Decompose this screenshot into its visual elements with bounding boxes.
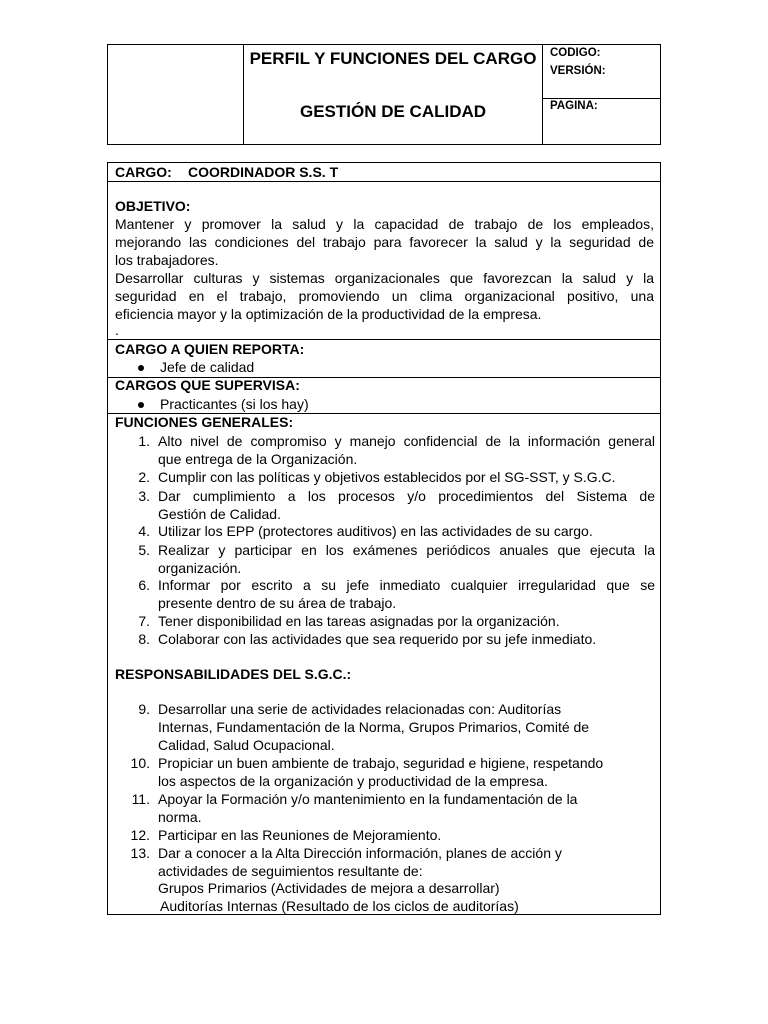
supervisa-item: Practicantes (si los hay) <box>160 396 309 412</box>
funcion-line: presente dentro de su área de trabajo. <box>158 595 397 611</box>
funcion-line: que entrega de la Organización. <box>158 451 358 467</box>
responsabilidad-line: Desarrollar una serie de actividades relacionadas con: Auditorías <box>158 701 562 717</box>
responsabilidad-line: Participar en las Reuniones de Mejoramiento. <box>158 827 442 843</box>
reporta-item: Jefe de calidad <box>160 359 255 375</box>
responsabilidad-line: los aspectos de la organización y productividad de la empresa. <box>158 773 548 789</box>
objetivo-line: Desarrollar culturas y sistemas organizacionales que favorezcan la salud y la <box>115 270 654 286</box>
funcion-line: Informar por escrito a su jefe inmediato cualquier irregularidad que se <box>158 577 655 593</box>
document-subtitle: GESTIÓN DE CALIDAD <box>299 102 487 121</box>
document-header <box>107 44 661 145</box>
funcion-number: 7. <box>138 613 150 629</box>
funcion-line: Gestión de Calidad. <box>158 506 281 522</box>
funcion-number: 3. <box>138 488 150 504</box>
funcion-line: Cumplir con las políticas y objetivos establecidos por el SG-SST, y S.G.C. <box>158 469 616 485</box>
header-meta-row-divider <box>542 98 660 99</box>
funcion-number: 6. <box>138 577 150 593</box>
row-divider-cargo <box>108 181 660 182</box>
objetivo-line: los trabajadores. <box>115 252 219 268</box>
header-meta-divider <box>542 45 543 144</box>
funcion-line: Realizar y participar en los exámenes periódicos anuales que ejecuta la <box>158 542 655 558</box>
funcion-number: 1. <box>138 433 150 449</box>
funcion-number: 2. <box>138 469 150 485</box>
codigo-label: CODIGO: <box>550 47 601 59</box>
responsabilidad-number: 13. <box>130 845 150 861</box>
objetivo-heading: OBJETIVO: <box>115 198 191 214</box>
objetivo-line: . <box>115 322 119 338</box>
responsabilidad-number: 10. <box>130 755 150 771</box>
funcion-number: 5. <box>138 542 150 558</box>
funciones-heading: FUNCIONES GENERALES: <box>115 414 294 430</box>
objetivo-line: mejorando las condiciones del trabajo para favorecer la salud y la seguridad de <box>115 234 654 250</box>
funcion-line: organización. <box>158 560 242 576</box>
responsabilidades-heading: RESPONSABILIDADES DEL S.G.C.: <box>115 666 352 682</box>
responsabilidad-line: norma. <box>158 809 202 825</box>
responsabilidad-line: Internas, Fundamentación de la Norma, Grupos Primarios, Comité de <box>158 719 590 735</box>
job-profile-table <box>107 162 661 915</box>
responsabilidad-number: 12. <box>130 827 150 843</box>
responsabilidad-line: actividades de seguimientos resultante de: <box>158 863 423 879</box>
responsabilidad-line: Dar a conocer a la Alta Dirección información, planes de acción y <box>158 845 562 861</box>
supervisa-heading: CARGOS QUE SUPERVISA: <box>115 377 300 393</box>
objetivo-line: seguridad en el trabajo, promoviendo un clima organizacional positivo, una <box>115 288 654 304</box>
funcion-line: Utilizar los EPP (protectores auditivos) en las actividades de su cargo. <box>158 523 593 539</box>
funcion-line: Colaborar con las actividades que sea requerido por su jefe inmediato. <box>158 631 597 647</box>
responsabilidad-number: 9. <box>138 701 150 717</box>
responsabilidad-line: Auditorías Internas (Resultado de los ciclos de auditorías) <box>160 898 519 914</box>
funcion-line: Tener disponibilidad en las tareas asignadas por la organización. <box>158 613 560 629</box>
responsabilidad-line: Propiciar un buen ambiente de trabajo, seguridad e higiene, respetando <box>158 755 604 771</box>
bullet-icon <box>138 365 144 371</box>
funcion-line: Alto nivel de compromiso y manejo confidencial de la información general <box>158 433 655 449</box>
objetivo-line: Mantener y promover la salud y la capacidad de trabajo de los empleados, <box>115 216 654 232</box>
cargo-label: CARGO: <box>115 164 172 180</box>
pagina-label: PAGINA: <box>550 100 598 112</box>
bullet-icon <box>138 402 144 408</box>
version-label: VERSIÓN: <box>550 65 606 77</box>
responsabilidad-line: Apoyar la Formación y/o mantenimiento en la fundamentación de la <box>158 791 578 807</box>
funcion-line: Dar cumplimiento a los procesos y/o procedimientos del Sistema de <box>158 488 655 504</box>
objetivo-line: eficiencia mayor y la optimización de la productividad de la empresa. <box>115 306 542 322</box>
cargo-value: COORDINADOR S.S. T <box>188 164 339 180</box>
funcion-number: 4. <box>138 523 150 539</box>
responsabilidad-line: Grupos Primarios (Actividades de mejora a desarrollar) <box>158 880 500 896</box>
reporta-heading: CARGO A QUIEN REPORTA: <box>115 341 305 357</box>
funcion-number: 8. <box>138 631 150 647</box>
document-title: PERFIL Y FUNCIONES DEL CARGO <box>249 49 537 68</box>
responsabilidad-line: Calidad, Salud Ocupacional. <box>158 737 335 753</box>
responsabilidad-number: 11. <box>131 791 150 807</box>
